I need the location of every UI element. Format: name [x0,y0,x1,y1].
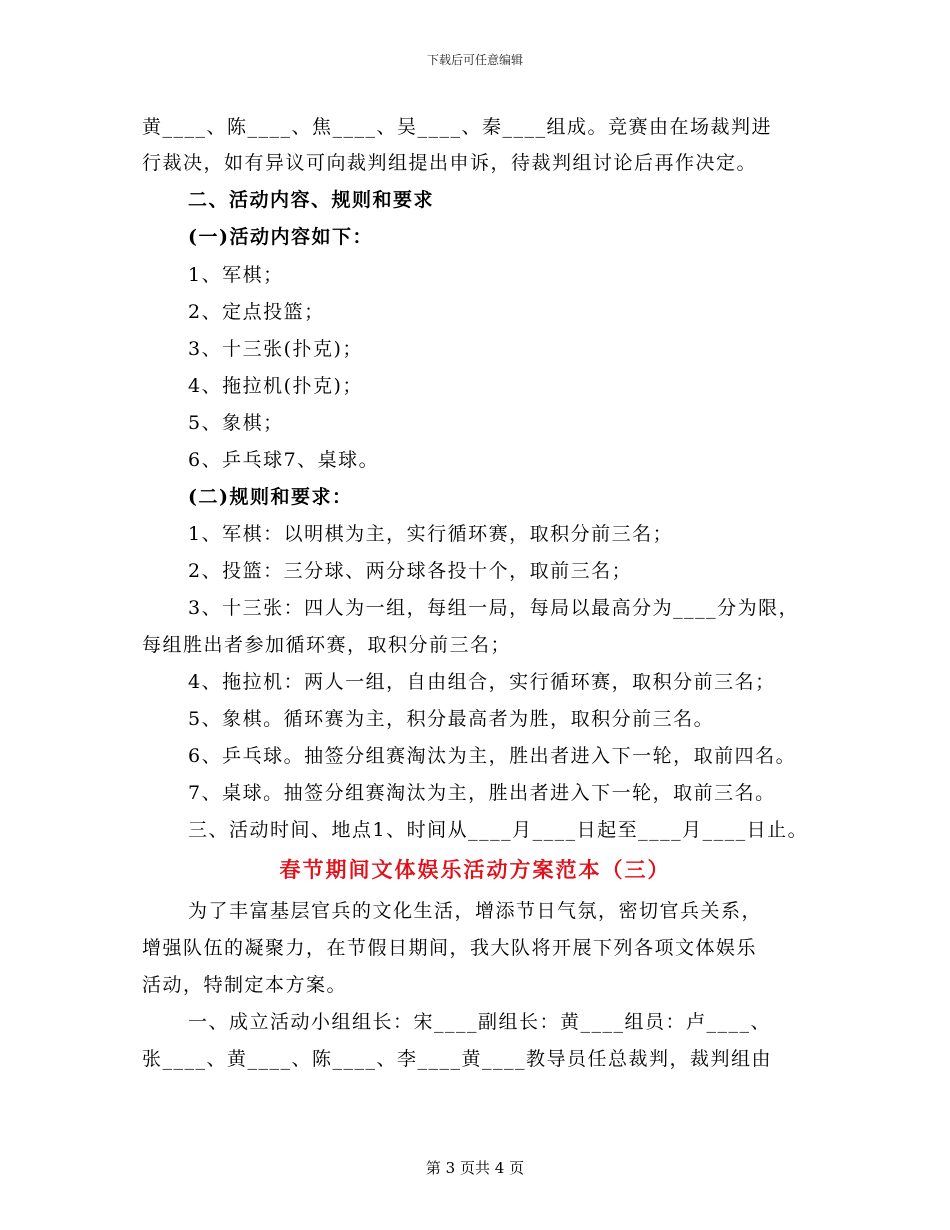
paragraph-line: 为了丰富基层官兵的文化生活，增添节日气氛，密切官兵关系， [188,900,763,922]
paragraph-line: 张____、黄____、陈____、李____黄____教导员任总裁判，裁判组由 [142,1048,773,1070]
section-heading: 二、活动内容、规则和要求 [188,189,435,211]
page-header: 下载后可任意编辑 [426,53,523,67]
list-item: 7、桌球。抽签分组赛淘汰为主，胜出者进入下一轮，取前三名。 [188,782,776,804]
list-item: 6、乒乓球7、桌球。 [188,449,380,471]
section-title: 春节期间文体娱乐活动方案范本（三） [279,857,671,882]
section-heading: 三、活动时间、地点1、时间从____月____日起至____月____日止。 [188,819,809,841]
paragraph-line: 活动，特制定本方案。 [142,974,348,996]
list-item: 2、定点投篮； [188,301,325,323]
paragraph-line: 一、成立活动小组组长：宋____副组长：黄____组员：卢____、 [188,1011,772,1033]
page-footer: 第 3 页共 4 页 [425,1159,525,1177]
paragraph-line: 每组胜出者参加循环赛，取积分前三名； [142,634,512,656]
list-item: 3、十三张(扑克)； [188,338,363,360]
sub-heading: (一)活动内容如下： [188,226,373,248]
paragraph-line: 黄____、陈____、焦____、吴____、秦____组成。竞赛由在场裁判进 [142,116,773,138]
list-item: 6、乒乓球。抽签分组赛淘汰为主，胜出者进入下一轮，取前四名。 [188,745,797,767]
paragraph-line: 行裁决，如有异议可向裁判组提出申诉，待裁判组讨论后再作决定。 [142,152,758,174]
list-item: 3、十三张：四人为一组，每组一局，每局以最高分为____分为限， [188,597,800,619]
list-item: 5、象棋； [188,412,284,434]
list-item: 4、拖拉机：两人一组，自由组合，实行循环赛，取积分前三名； [188,671,776,693]
list-item: 4、拖拉机(扑克)； [188,375,363,397]
list-item: 2、投篮：三分球、两分球各投十个，取前三名； [188,560,633,582]
list-item: 1、军棋：以明棋为主，实行循环赛，取积分前三名； [188,523,674,545]
list-item: 1、军棋； [188,264,284,286]
list-item: 5、象棋。循环赛为主，积分最高者为胜，取积分前三名。 [188,708,715,730]
sub-heading: (二)规则和要求： [188,486,353,508]
paragraph-line: 增强队伍的凝聚力，在节假日期间，我大队将开展下列各项文体娱乐 [142,937,758,959]
